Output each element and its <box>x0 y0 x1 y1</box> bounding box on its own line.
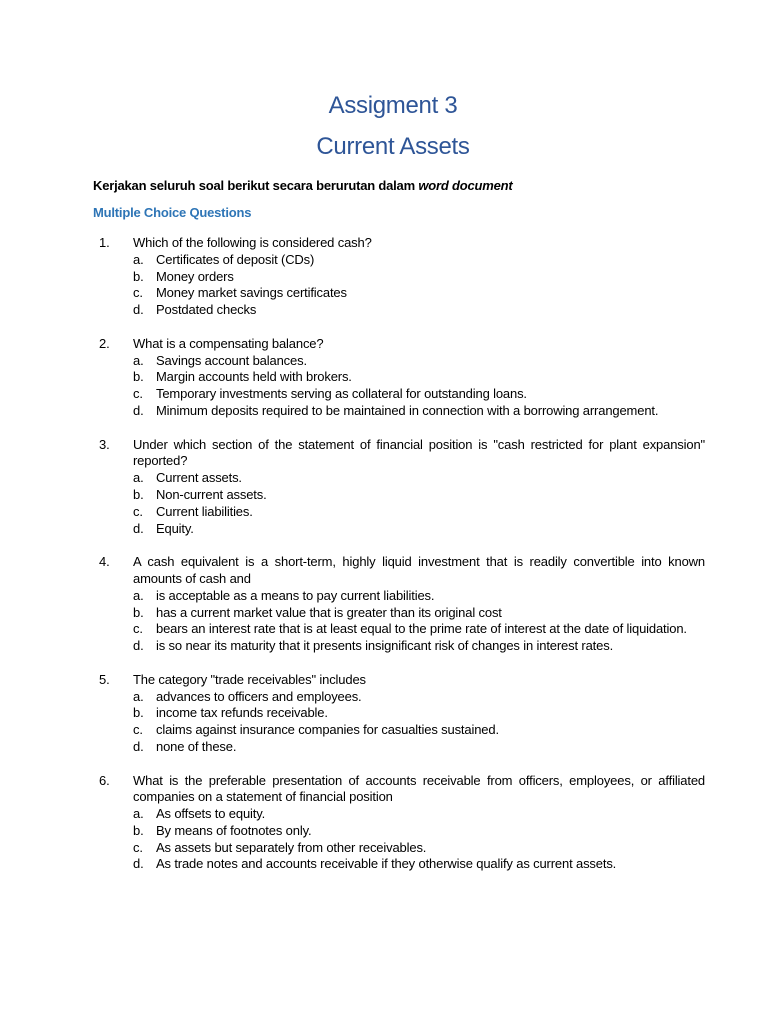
option-letter: b. <box>133 822 144 838</box>
option-text: Postdated checks <box>156 302 257 318</box>
option-letter: c. <box>133 839 143 855</box>
option-text: claims against insurance companies for casualties sustained. <box>156 722 499 738</box>
answer-option <box>133 470 705 487</box>
question-item <box>93 672 705 756</box>
option-text: Current liabilities. <box>156 503 253 519</box>
option-text: As trade notes and accounts receivable if they otherwise qualify as current assets. <box>156 856 617 872</box>
answer-option <box>133 487 705 504</box>
instruction-main: Kerjakan seluruh soal berikut secara berurutan dalam <box>93 178 419 193</box>
option-text: Current assets. <box>156 470 242 486</box>
question-item <box>93 554 705 655</box>
question-text: The category "trade receivables" includes <box>133 671 366 687</box>
answer-option <box>133 269 705 286</box>
option-text: As offsets to equity. <box>156 806 266 822</box>
option-letter: d. <box>133 638 144 654</box>
answer-option <box>133 856 705 873</box>
option-letter: b. <box>133 705 144 721</box>
question-number: 1. <box>99 235 110 250</box>
option-letter: b. <box>133 604 144 620</box>
answer-option <box>133 722 705 739</box>
question-number: 6. <box>99 772 110 788</box>
option-text: has a current market value that is greater than its original cost <box>156 604 502 620</box>
section-heading: Multiple Choice Questions <box>93 205 252 220</box>
option-text: advances to officers and employees. <box>156 688 362 704</box>
option-letter: a. <box>133 806 144 822</box>
question-text: Which of the following is considered cash? <box>133 235 372 250</box>
question-item <box>93 773 705 874</box>
question-item <box>93 235 705 319</box>
question-text: Under which section of the statement of financial position is "cash restricted for plant expansion" reported? <box>133 436 705 469</box>
option-letter: a. <box>133 688 144 704</box>
option-text: Temporary investments serving as collateral for outstanding loans. <box>156 386 527 402</box>
question-number: 3. <box>99 436 110 452</box>
option-text: By means of footnotes only. <box>156 822 312 838</box>
question-item <box>93 437 705 538</box>
answer-option <box>133 840 705 857</box>
answer-option <box>133 621 705 638</box>
question-text: A cash equivalent is a short-term, highly liquid investment that is readily convertible into known amounts of cash and <box>133 554 705 586</box>
option-text: Certificates of deposit (CDs) <box>156 251 315 267</box>
option-text: Equity. <box>156 520 194 536</box>
option-letter: b. <box>133 486 144 502</box>
option-letter: a. <box>133 587 144 603</box>
answer-option <box>133 302 705 319</box>
answer-option <box>133 806 705 823</box>
option-letter: c. <box>133 722 143 738</box>
option-text: bears an interest rate that is at least equal to the prime rate of interest at the date of liquidation. <box>156 621 687 637</box>
option-letter: c. <box>133 386 143 402</box>
question-number: 5. <box>99 671 110 687</box>
answer-option <box>133 521 705 538</box>
answer-option <box>133 705 705 722</box>
option-text: Non-current assets. <box>156 486 267 502</box>
document-subtitle: Current Assets <box>316 133 470 160</box>
answer-option <box>133 504 705 521</box>
answer-option <box>133 369 705 386</box>
option-letter: a. <box>133 470 144 486</box>
answer-option <box>133 823 705 840</box>
option-letter: a. <box>133 251 144 267</box>
option-letter: d. <box>133 302 144 318</box>
answer-option <box>133 588 705 605</box>
instruction-emphasis: word document <box>418 178 513 193</box>
option-text: Money orders <box>156 268 234 284</box>
instruction-text <box>93 178 513 193</box>
answer-option <box>133 403 705 420</box>
option-text: Minimum deposits required to be maintained in connection with a borrowing arrangement. <box>156 402 659 418</box>
answer-option <box>133 285 705 302</box>
option-text: As assets but separately from other receivables. <box>156 839 427 855</box>
option-letter: d. <box>133 856 144 872</box>
question-list <box>93 235 705 890</box>
option-letter: a. <box>133 352 144 368</box>
question-text: What is a compensating balance? <box>133 335 324 351</box>
option-text: Margin accounts held with brokers. <box>156 369 352 385</box>
option-text: Savings account balances. <box>156 352 307 368</box>
question-number: 4. <box>99 554 110 570</box>
option-text: none of these. <box>156 738 237 754</box>
answer-option <box>133 638 705 655</box>
option-text: is acceptable as a means to pay current liabilities. <box>156 587 435 603</box>
answer-option <box>133 739 705 756</box>
option-text: income tax refunds receivable. <box>156 705 328 721</box>
option-text: is so near its maturity that it presents insignificant risk of changes in interest rates. <box>156 638 614 654</box>
option-letter: c. <box>133 621 143 637</box>
question-number: 2. <box>99 335 110 351</box>
answer-option <box>133 689 705 706</box>
option-letter: b. <box>133 268 144 284</box>
answer-option <box>133 605 705 622</box>
option-letter: d. <box>133 738 144 754</box>
option-letter: c. <box>133 285 143 301</box>
answer-option <box>133 353 705 370</box>
question-item <box>93 336 705 420</box>
option-text: Money market savings certificates <box>156 285 347 301</box>
question-text: What is the preferable presentation of accounts receivable from officers, employees, or affiliated companies on a statement of financial position <box>133 772 705 805</box>
option-letter: d. <box>133 520 144 536</box>
answer-option <box>133 252 705 269</box>
option-letter: c. <box>133 503 143 519</box>
option-letter: d. <box>133 402 144 418</box>
option-letter: b. <box>133 369 144 385</box>
document-title: Assigment 3 <box>328 92 458 119</box>
answer-option <box>133 386 705 403</box>
